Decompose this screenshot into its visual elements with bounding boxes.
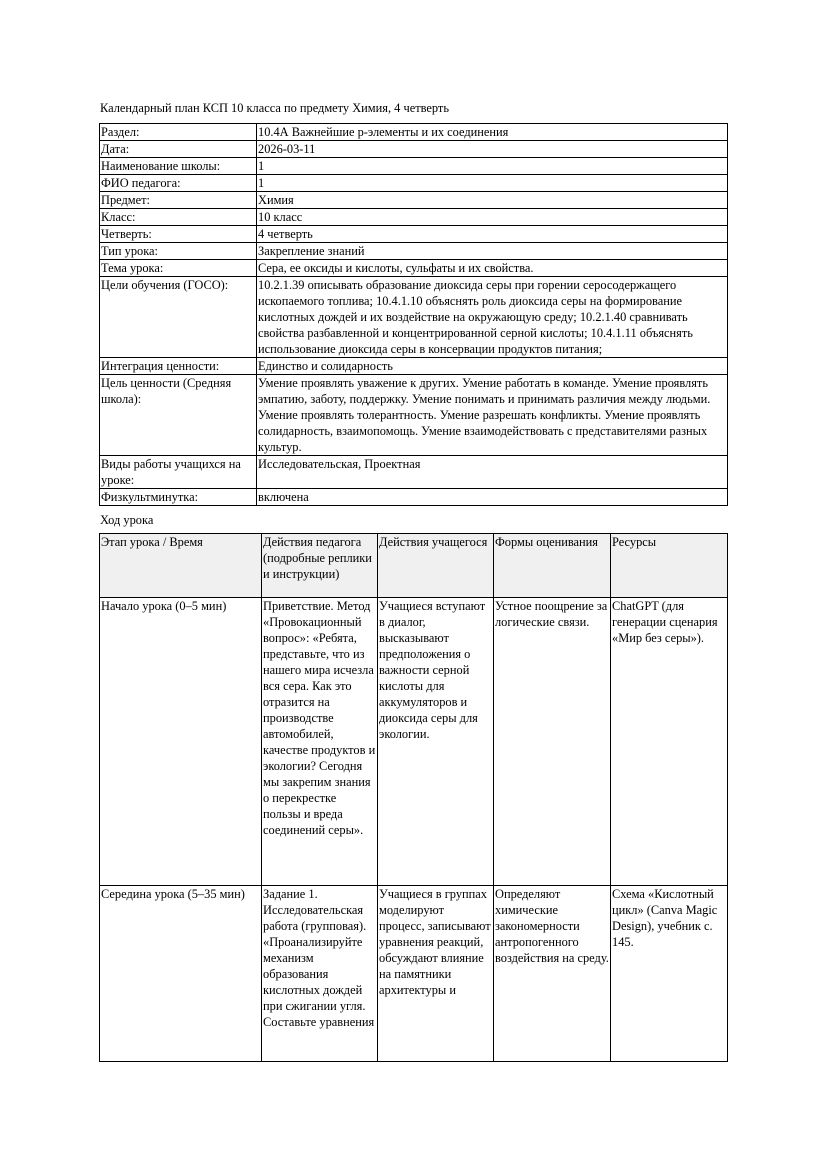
info-label: Физкультминутка: — [100, 489, 257, 506]
cell-assessment: Устное поощрение за логические связи. — [494, 598, 611, 886]
column-header-teacher: Действия педагога (подробные реплики и инструкции) — [262, 534, 378, 598]
info-row-school — [100, 158, 728, 175]
column-header-student: Действия учащегося — [378, 534, 494, 598]
document-title: Календарный план КСП 10 класса по предмету Химия, 4 четверть — [100, 101, 449, 115]
info-row-lesson-type — [100, 243, 728, 260]
info-row-class — [100, 209, 728, 226]
info-label: Тип урока: — [100, 243, 257, 260]
info-value: Единство и солидарность — [257, 358, 728, 375]
cell-student: Учащиеся вступают в диалог, высказывают предположения о важности серной кислоты для аккумуляторов и диоксида серы для экологии. — [378, 598, 494, 886]
info-label: Четверть: — [100, 226, 257, 243]
column-header-resources: Ресурсы — [611, 534, 728, 598]
column-header-stage: Этап урока / Время — [100, 534, 262, 598]
lesson-flow-table — [99, 533, 728, 1062]
cell-resources-text: Схема «Кислотный цикл» (Canva Magic Design), учебник с. 145. — [612, 887, 718, 949]
info-label: Цели обучения (ГОСО): — [100, 277, 257, 358]
flow-header-row — [100, 534, 728, 598]
info-row-section — [100, 124, 728, 141]
info-row-quarter — [100, 226, 728, 243]
table-row — [100, 886, 728, 1062]
info-row-value-integration — [100, 358, 728, 375]
info-label: ФИО педагога: — [100, 175, 257, 192]
info-row-topic — [100, 260, 728, 277]
info-row-subject — [100, 192, 728, 209]
info-value: включена — [257, 489, 728, 506]
cell-assessment — [494, 886, 611, 1062]
info-value: 10 класс — [257, 209, 728, 226]
info-label: Тема урока: — [100, 260, 257, 277]
info-label: Предмет: — [100, 192, 257, 209]
info-value: Умение проявлять уважение к других. Умение работать в команде. Умение проявлять эмпатию, заботу, поддержку. Умение понимать и принимать различия между людьми. Умение проявлять толерантность. Умение разрешать конфликты. Умение проявлять солидарность, взаимопомощь. Умение взаимодействовать с представителями разных культур. — [257, 375, 728, 456]
info-value: 1 — [257, 158, 728, 175]
cell-teacher: Приветствие. Метод «Провокационный вопрос»: «Ребята, представьте, что из нашего мира исчезла вся сера. Как это отразится на производстве автомобилей, качестве продуктов и экологии? Сегодня мы закрепим знания о перекрестке пользы и вреда соединений серы». — [262, 598, 378, 886]
cell-student-text: Учащиеся в группах моделируют процесс, записывают уравнения реакций, обсуждают влияние на памятники архитектуры и — [379, 887, 491, 997]
info-row-teacher — [100, 175, 728, 192]
cell-assessment-text: Определяют химические закономерности антропогенного воздействия на среду. — [495, 887, 609, 965]
info-value: 2026-03-11 — [257, 141, 728, 158]
cell-stage: Начало урока (0–5 мин) — [100, 598, 262, 886]
info-value: Сера, ее оксиды и кислоты, сульфаты и их свойства. — [257, 260, 728, 277]
info-row-value-goal — [100, 375, 728, 456]
info-row-date — [100, 141, 728, 158]
cell-student — [378, 886, 494, 1062]
cell-resources — [611, 886, 728, 1062]
info-value: 1 — [257, 175, 728, 192]
info-value: Исследовательская, Проектная — [257, 456, 728, 489]
cell-resources: ChatGPT (для генерации сценария «Мир без серы»). — [611, 598, 728, 886]
cell-teacher — [262, 886, 378, 1062]
info-value: 4 четверть — [257, 226, 728, 243]
flow-section-title: Ход урока — [100, 513, 154, 527]
info-value: 10.2.1.39 описывать образование диоксида серы при горении серосодержащего ископаемого топлива; 10.4.1.10 объяснять роль диоксида серы на формирование кислотных дождей и их воздействие на окружающую среду; 10.2.1.40 сравнивать свойства разбавленной и концентрированной серной кислоты; 10.4.1.11 объяснять использование диоксида серы в консервации продуктов питания; — [257, 277, 728, 358]
info-row-physical-break — [100, 489, 728, 506]
cell-stage-text: Середина урока (5–35 мин) — [101, 887, 245, 901]
info-row-work-types — [100, 456, 728, 489]
info-value: Закрепление знаний — [257, 243, 728, 260]
table-row — [100, 598, 728, 886]
info-label: Наименование школы: — [100, 158, 257, 175]
info-label: Класс: — [100, 209, 257, 226]
info-value: 10.4А Важнейшие p-элементы и их соединения — [257, 124, 728, 141]
lesson-info-table — [99, 123, 728, 506]
cell-teacher-text: Задание 1. Исследовательская работа (групповая). «Проанализируйте механизм образования кислотных дождей при сжигании угля. Составьте уравнения — [263, 887, 375, 1029]
info-label: Интеграция ценности: — [100, 358, 257, 375]
info-label: Цель ценности (Средняя школа): — [100, 375, 257, 456]
info-row-goals — [100, 277, 728, 358]
cell-stage — [100, 886, 262, 1062]
info-label: Виды работы учащихся на уроке: — [100, 456, 257, 489]
info-value: Химия — [257, 192, 728, 209]
info-label: Раздел: — [100, 124, 257, 141]
info-label: Дата: — [100, 141, 257, 158]
column-header-assessment: Формы оценивания — [494, 534, 611, 598]
